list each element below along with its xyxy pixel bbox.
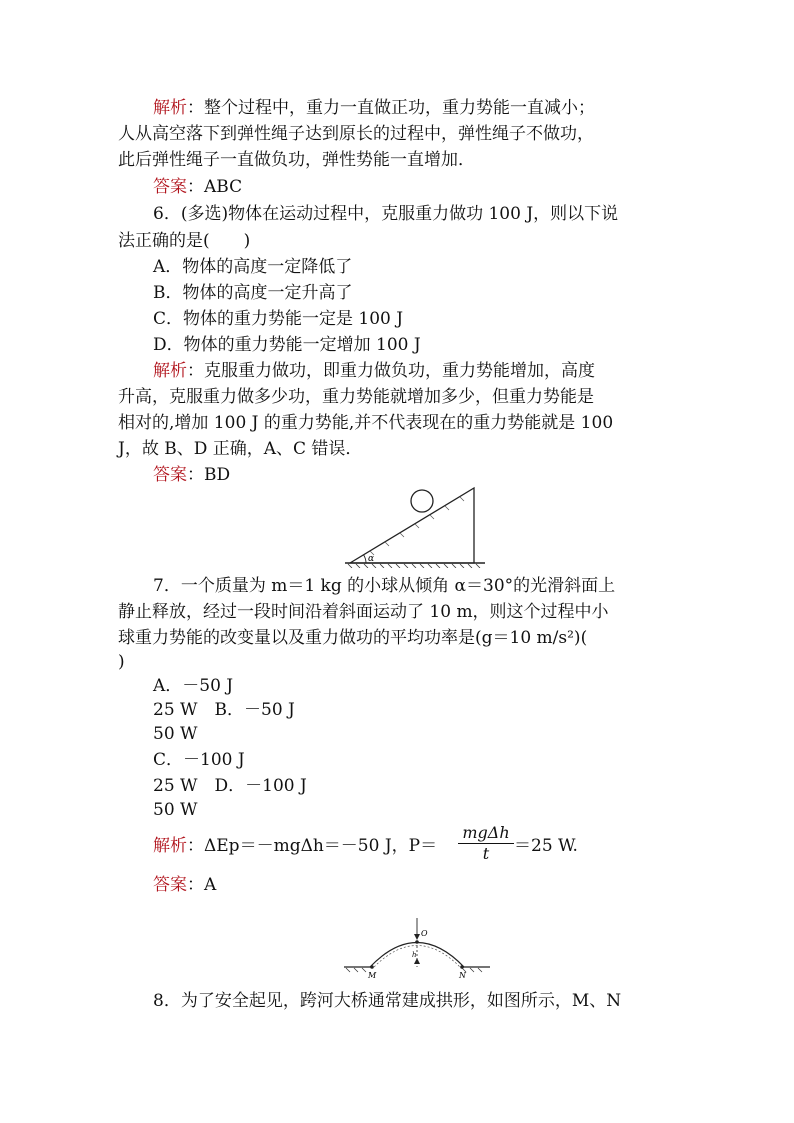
q7-option-line-2: 25 W B．－50 J: [153, 700, 295, 720]
q6-option-c: C．物体的重力势能一定是 100 J: [153, 309, 404, 329]
point-o: [415, 940, 419, 944]
top-arrow-head: [414, 934, 420, 940]
analysis-label: 解析: [153, 98, 187, 118]
q5-analysis-line-3: 此后弹性绳子一直做负功，弹性势能一直增加．: [118, 150, 475, 170]
q6-analysis-line-2: 升高，克服重力做多少功，重力势能就增加多少，但重力势能是: [118, 387, 594, 407]
point-n: [460, 965, 464, 969]
q7-stem-line-1: 7．一个质量为 m＝1 kg 的小球从倾角 α＝30°的光滑斜面上: [153, 576, 616, 596]
q7-option-line-4: C．－100 J: [153, 750, 245, 770]
ground-hatch: [348, 564, 480, 568]
q7-option-line-1: A．－50 J: [153, 676, 234, 696]
q6-option-a: A．物体的高度一定降低了: [153, 257, 353, 277]
q7-stem-line-4: ): [118, 652, 125, 672]
q7-option-line-3: 50 W: [153, 724, 198, 744]
q6-option-d: D．物体的重力势能一定增加 100 J: [153, 335, 421, 355]
q6-analysis-line-3: 相对的,增加 100 J 的重力势能,并不代表现在的重力势能就是 100: [118, 413, 614, 433]
label-m: M: [368, 971, 377, 980]
label-o: O: [421, 929, 428, 938]
q5-analysis-line-2: 人从高空落下到弹性绳子达到原长的过程中，弹性绳子不做功，: [118, 124, 594, 144]
q6-analysis-line-1: 解析：克服重力做功，即重力做负功，重力势能增加，高度: [153, 361, 595, 381]
arch-bridge-figure: [342, 916, 492, 982]
q6-answer: 答案：BD: [153, 465, 231, 485]
q8-stem-line-1: 8．为了安全起见，跨河大桥通常建成拱形，如图所示，M、N: [153, 991, 622, 1011]
fraction-numerator: mgΔh: [458, 823, 514, 844]
analysis-label: 解析: [153, 361, 187, 381]
incline-figure: [340, 484, 490, 568]
q7-answer: 答案：A: [153, 875, 217, 895]
label-n: N: [459, 971, 466, 980]
q6-stem-line-1: 6．(多选)物体在运动过程中，克服重力做功 100 J，则以下说: [153, 204, 619, 224]
q7-stem-line-3: 球重力势能的改变量以及重力做功的平均功率是(g＝10 m/s²)(: [118, 628, 588, 648]
answer-label: 答案: [153, 465, 187, 485]
analysis-label: 解析: [153, 836, 187, 856]
q7-option-line-5: 25 W D．－100 J: [153, 776, 307, 796]
angle-label: α: [368, 554, 375, 564]
angle-arc: [364, 555, 366, 563]
q7-analysis: 解析：ΔEp＝－mgΔh＝－50 J，P＝: [153, 836, 438, 856]
fraction-denominator: t: [482, 844, 490, 863]
q6-stem-line-2: 法正确的是( ): [118, 231, 251, 251]
power-fraction: [458, 823, 514, 864]
answer-label: 答案: [153, 875, 187, 895]
q5-analysis-line-1: 解析：整个过程中，重力一直做正功，重力势能一直减小；: [153, 98, 595, 118]
q5-answer: 答案：ABC: [153, 177, 243, 197]
q7-analysis-tail: ＝25 W.: [514, 836, 578, 856]
q7-stem-line-2: 静止释放，经过一段时间沿着斜面运动了 10 m，则这个过程中小: [118, 602, 609, 622]
q7-option-line-6: 50 W: [153, 800, 198, 820]
point-m: [370, 965, 374, 969]
ball: [411, 490, 433, 512]
answer-label: 答案: [153, 177, 187, 197]
label-h: h: [412, 951, 417, 959]
q6-option-b: B．物体的高度一定升高了: [153, 283, 353, 303]
q6-analysis-line-4: J，故 B、D 正确，A、C 错误．: [118, 439, 363, 459]
